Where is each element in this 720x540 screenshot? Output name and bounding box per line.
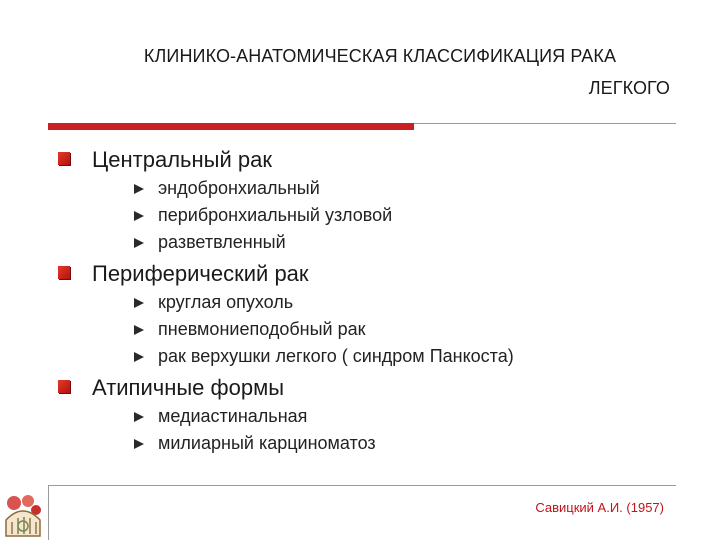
section-title: Центральный рак <box>92 147 272 172</box>
section-title: Периферический рак <box>92 261 309 286</box>
triangle-bullet-icon <box>134 211 144 221</box>
triangle-bullet-icon <box>134 298 144 308</box>
footer-divider <box>48 485 676 486</box>
list-item-text: эндобронхиальный <box>158 178 320 198</box>
triangle-bullet-icon <box>134 184 144 194</box>
red-square-icon <box>58 266 70 279</box>
section-title: Атипичные формы <box>92 375 285 400</box>
list-item-text: рак верхушки легкого ( синдром Панкоста) <box>158 346 514 366</box>
triangle-bullet-icon <box>134 238 144 248</box>
list-item-text: милиарный карциноматоз <box>158 433 376 453</box>
list-item-text: круглая опухоль <box>158 292 294 312</box>
triangle-bullet-icon <box>134 412 144 422</box>
triangle-bullet-icon <box>134 439 144 449</box>
slide-title <box>60 40 670 104</box>
citation-source: Савицкий А.И. (1957) <box>535 500 664 515</box>
slide-title-line1: КЛИНИКО-АНАТОМИЧЕСКАЯ КЛАССИФИКАЦИЯ РАКА <box>143 46 617 66</box>
red-square-icon <box>58 380 70 393</box>
list-item-text: разветвленный <box>158 232 286 252</box>
triangle-bullet-icon <box>134 352 144 362</box>
list-item-text: пневмониеподобный рак <box>158 319 366 339</box>
red-square-icon <box>58 152 70 165</box>
list-item-text: медиастинальная <box>158 406 308 426</box>
slide-title-line2: ЛЕГКОГО <box>588 78 670 98</box>
footer-vertical-divider <box>48 485 49 540</box>
triangle-bullet-icon <box>134 325 144 335</box>
university-emblem-logo <box>0 490 46 540</box>
title-divider-accent <box>48 123 414 130</box>
list-item-text: перибронхиальный узловой <box>158 205 393 225</box>
